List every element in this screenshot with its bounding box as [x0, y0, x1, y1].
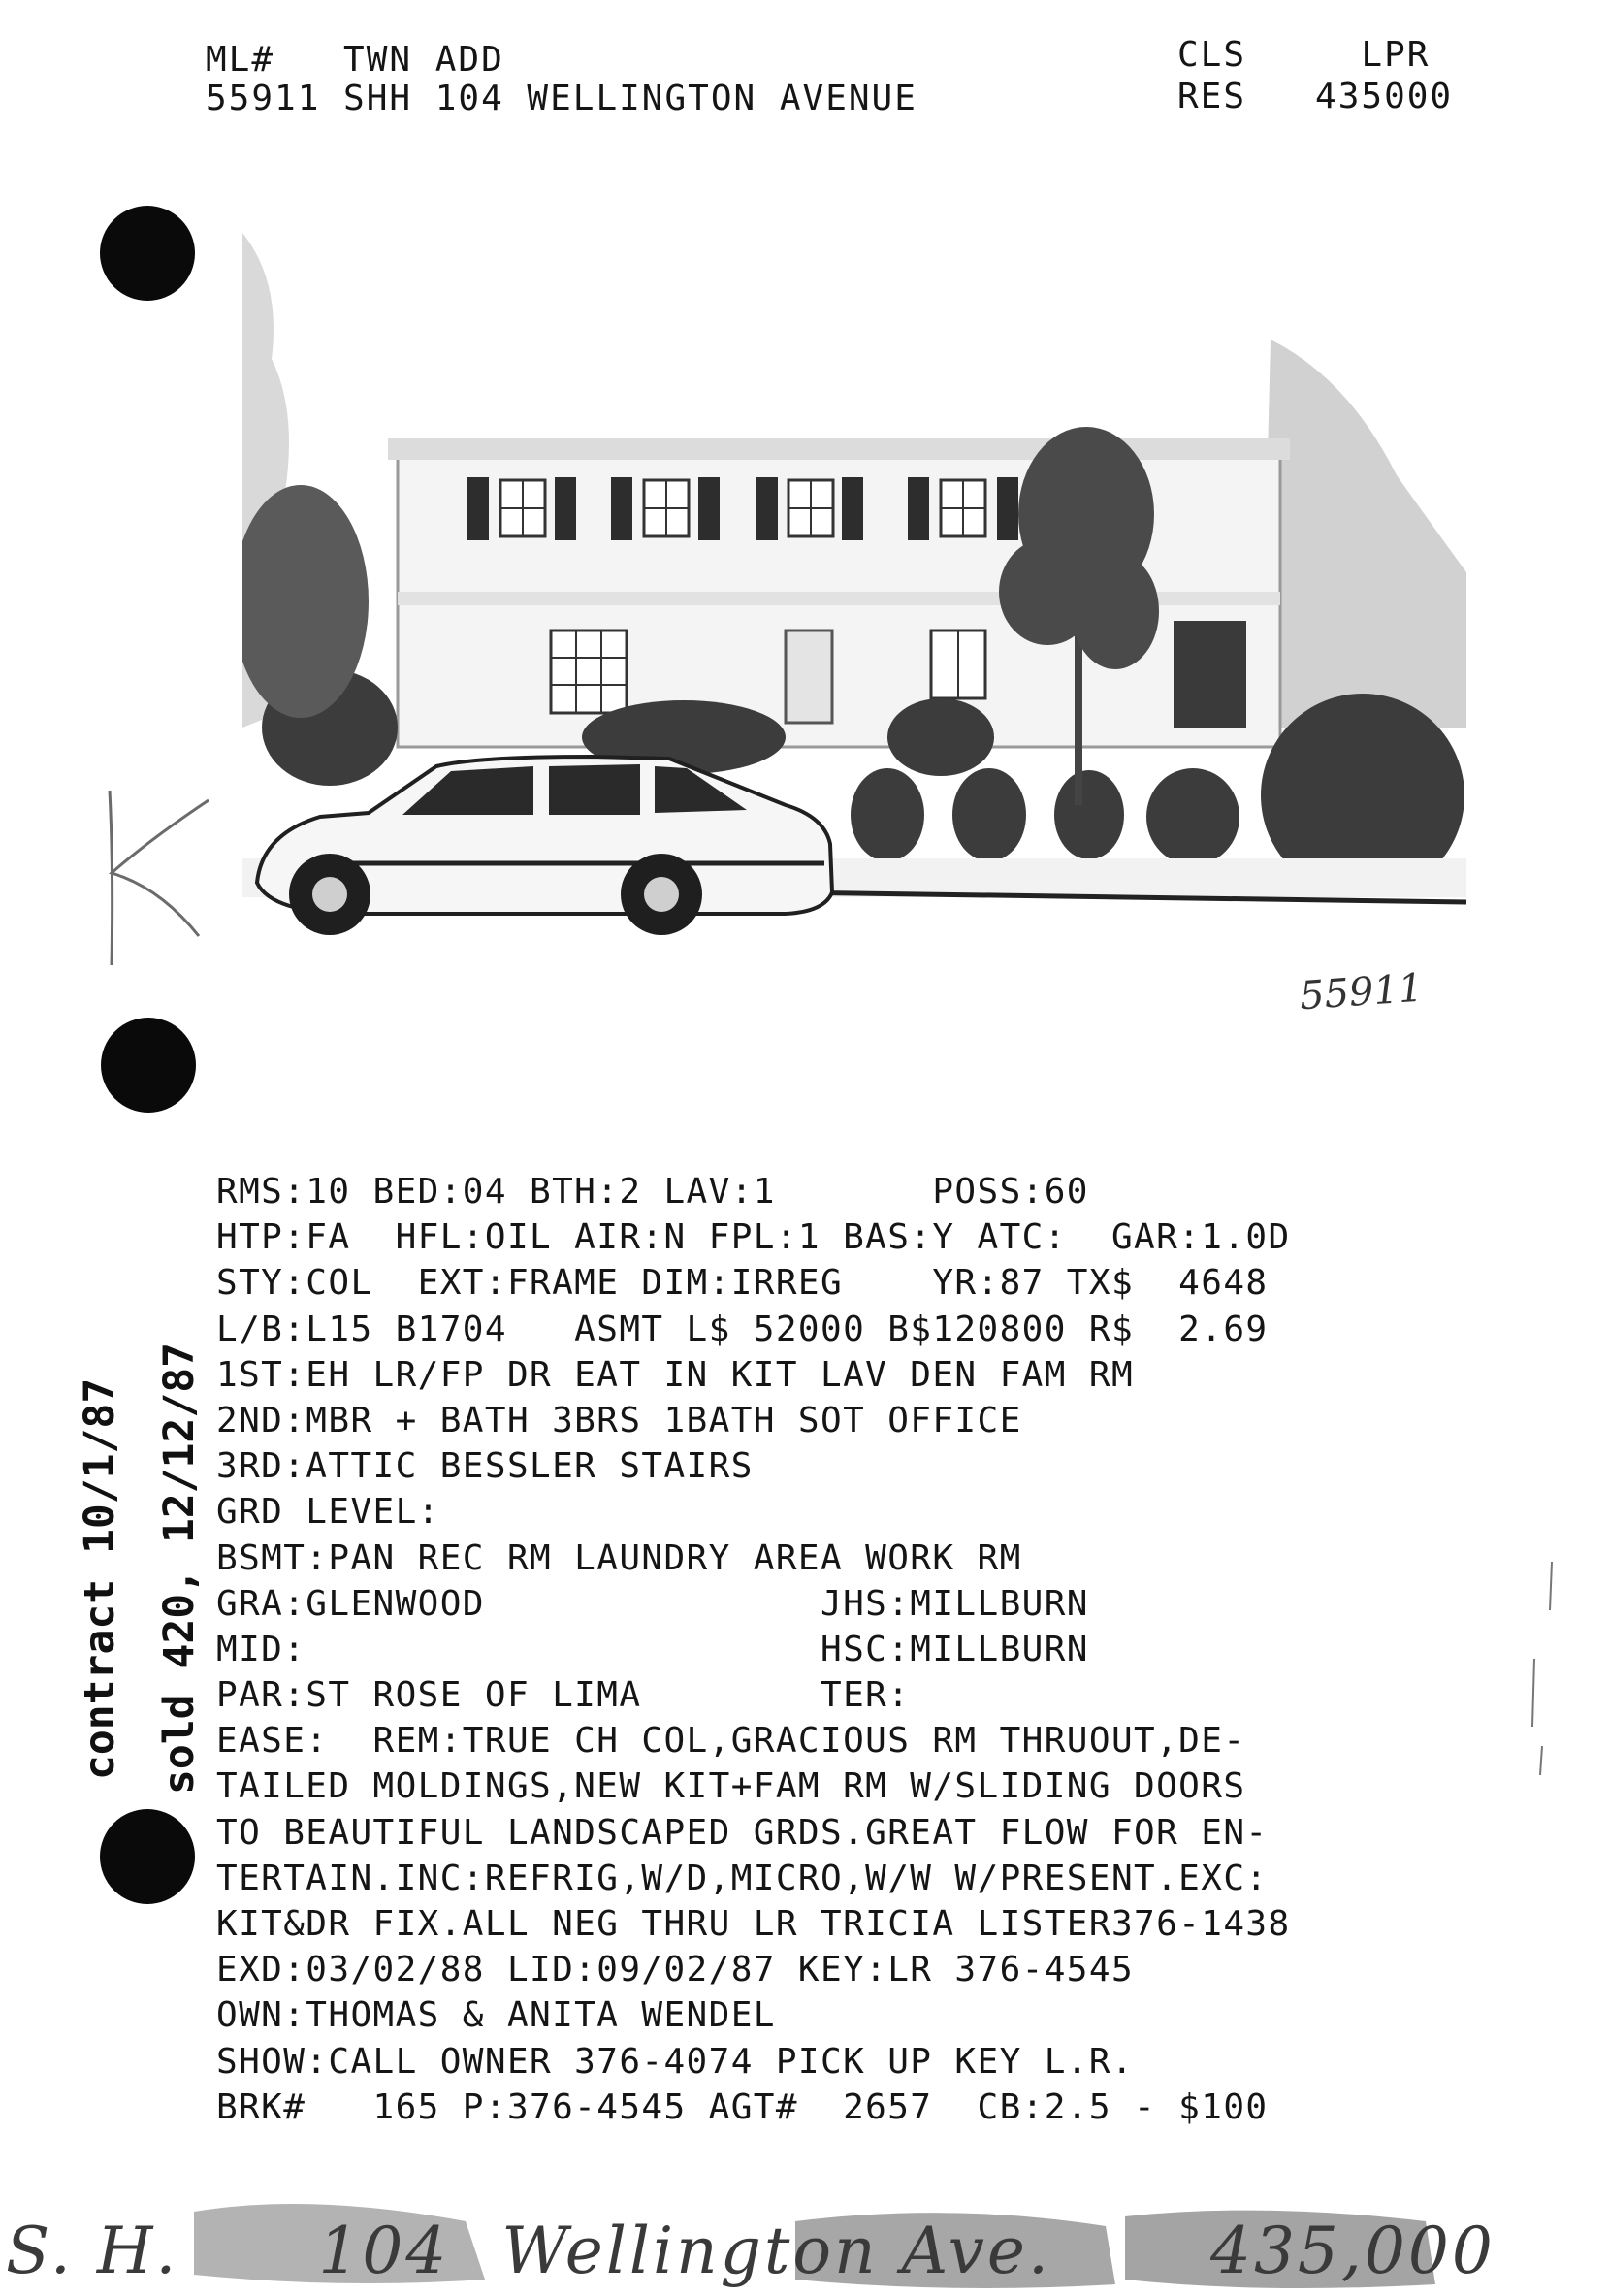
- listing-line: TERTAIN.INC:REFRIG,W/D,MICRO,W/W W/PRESENT.EXC:: [216, 1858, 1269, 1898]
- listing-line: SHOW:CALL OWNER 376-4074 PICK UP KEY L.R.: [216, 2041, 1135, 2082]
- margin-contract-note: contract 10/1/87: [76, 1377, 124, 1780]
- footer-number: 104: [318, 2214, 450, 2288]
- listing-line: HTP:FA HFL:OIL AIR:N FPL:1 BAS:Y ATC: GAR:1.0D: [216, 1217, 1291, 1258]
- listing-line: TO BEAUTIFUL LANDSCAPED GRDS.GREAT FLOW FOR EN-: [216, 1812, 1269, 1853]
- listing-line: BRK# 165 P:376-4545 AGT# 2657 CB:2.5 - $100: [216, 2086, 1269, 2127]
- listing-line: KIT&DR FIX.ALL NEG THRU LR TRICIA LISTER376-1438: [216, 1904, 1291, 1944]
- listing-line: EXD:03/02/88 LID:09/02/87 KEY:LR 376-4545: [216, 1950, 1135, 1990]
- listing-line: RMS:10 BED:04 BTH:2 LAV:1 POSS:60: [216, 1172, 1089, 1212]
- listing-details: [216, 1169, 1496, 2130]
- listing-line: GRA:GLENWOOD JHS:MILLBURN: [216, 1583, 1089, 1624]
- house-photo: [242, 223, 1466, 946]
- handwritten-check-mark: [92, 781, 218, 975]
- listing-line: 2ND:MBR + BATH 3BRS 1BATH SOT OFFICE: [216, 1400, 1022, 1440]
- margin-sold-note: sold 420, 12/12/87: [155, 1342, 204, 1795]
- punch-hole-top: [100, 206, 195, 301]
- listing-line: 1ST:EH LR/FP DR EAT IN KIT LAV DEN FAM RM: [216, 1354, 1135, 1395]
- listing-line: EASE: REM:TRUE CH COL,GRACIOUS RM THRUOUT,DE-: [216, 1721, 1246, 1762]
- footer-price: 435,000: [1209, 2214, 1496, 2288]
- listing-line: GRD LEVEL:: [216, 1492, 440, 1533]
- footer-street: Wellington Ave.: [501, 2214, 1051, 2288]
- listing-line: 3RD:ATTIC BESSLER STAIRS: [216, 1446, 754, 1487]
- header-labels: ML# TWN ADD: [206, 40, 504, 80]
- listing-line: BSMT:PAN REC RM LAUNDRY AREA WORK RM: [216, 1537, 1022, 1578]
- scan-edge-marks: [1513, 1552, 1571, 1804]
- listing-line: STY:COL EXT:FRAME DIM:IRREG YR:87 TX$ 4648: [216, 1263, 1269, 1304]
- listing-line: OWN:THOMAS & ANITA WENDEL: [216, 1995, 776, 2036]
- header-values: 55911 SHH 104 WELLINGTON AVENUE: [206, 79, 917, 118]
- listing-line: PAR:ST ROSE OF LIMA TER:: [216, 1675, 911, 1716]
- header-right-labels: CLS LPR: [1177, 35, 1431, 75]
- listing-line: TAILED MOLDINGS,NEW KIT+FAM RM W/SLIDING DOORS: [216, 1766, 1246, 1807]
- punch-hole-middle: [101, 1018, 196, 1113]
- punch-hole-bottom: [100, 1809, 195, 1904]
- footer-handwriting: [6, 2214, 1496, 2288]
- header-right-values: RES 435000: [1177, 77, 1454, 116]
- listing-line: L/B:L15 B1704 ASMT L$ 52000 B$120800 R$ 2.69: [216, 1309, 1269, 1349]
- photo-handwritten-number: 55911: [1298, 965, 1425, 1019]
- footer-town: S. H.: [6, 2214, 179, 2288]
- listing-line: MID: HSC:MILLBURN: [216, 1629, 1089, 1669]
